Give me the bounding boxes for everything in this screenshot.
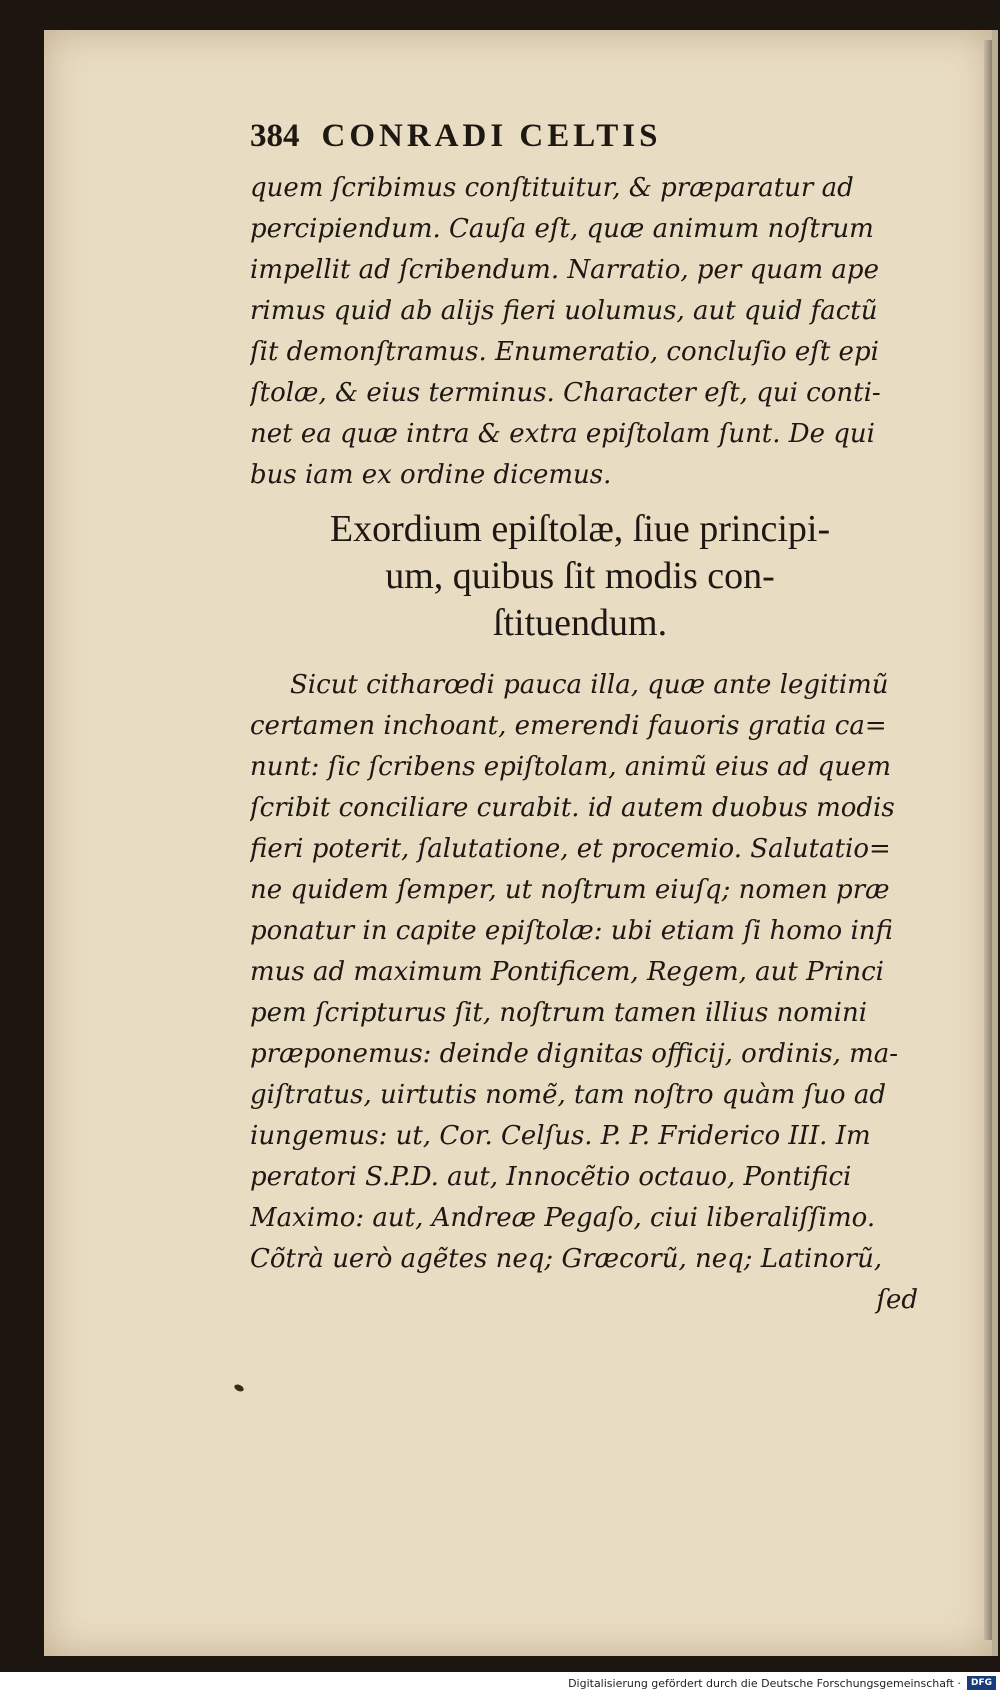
text-line: Sicut citharœdi pauca illa, quæ ante legitimũ	[290, 670, 889, 700]
text-line: Maximo: aut, Andreæ Pegaſo, ciui liberaliſſimo.	[250, 1203, 876, 1233]
ink-mark	[233, 1383, 245, 1393]
dfg-logo: DFG	[967, 1676, 996, 1690]
text-line: peratori S.P.D. aut, Innocẽtio octauo, Pontifici	[250, 1162, 852, 1192]
text-line: iungemus: ut, Cor. Celſus. P. P. Friderico III. Im	[250, 1121, 871, 1151]
heading-line: Exordium epiſtolæ, ſiue principi-	[329, 508, 831, 550]
text-line: net ea quæ intra & extra epiſtolam ſunt. De qui	[250, 419, 875, 449]
running-title: CONRADI CELTIS	[321, 118, 662, 154]
paragraph-2	[250, 665, 950, 1321]
text-line: ponatur in capite epiſtolæ: ubi etiam ſi homo infi	[250, 916, 893, 946]
text-line: ſcribit conciliare curabit. id autem duobus modis	[250, 793, 895, 823]
text-line: giſtratus, uirtutis nomẽ, tam noſtro quàm ſuo ad	[250, 1080, 886, 1110]
text-line: præponemus: deinde dignitas officij, ordinis, ma-	[250, 1039, 899, 1069]
text-line: ne quidem ſemper, ut noſtrum eiuſq; nomen præ	[250, 875, 890, 905]
heading-line: um, quibus ſit modis con-	[385, 555, 775, 597]
page-number: 384	[250, 118, 300, 154]
text-line: quem ſcribimus conſtituitur, & præparatur ad	[250, 173, 854, 203]
text-line: ſit demonſtramus. Enumeratio, concluſio eſt epi	[250, 337, 879, 367]
heading-line: ſtituendum.	[492, 602, 668, 644]
text-line: Cõtrà uerò agẽtes neq; Græcorũ, neq; Latinorũ,	[250, 1244, 883, 1274]
text-block	[250, 118, 950, 1321]
funding-credit: Digitalisierung gefördert durch die Deutsche Forschungsgemeinschaft ·	[568, 1676, 961, 1690]
text-line: bus iam ex ordine dicemus.	[250, 460, 612, 490]
footer-bar	[0, 1672, 1000, 1694]
text-line: fieri poterit, ſalutatione, et procemio. Salutatio=	[250, 834, 891, 864]
paragraph-1	[250, 168, 950, 496]
text-line: impellit ad ſcribendum. Narratio, per quam ape	[250, 255, 879, 285]
text-line: rimus quid ab alijs fieri uolumus, aut quid factũ	[250, 296, 878, 326]
text-line: pem ſcripturus ſit, noſtrum tamen illius nomini	[250, 998, 868, 1028]
text-line: ſtolæ, & eius terminus. Character eſt, qui conti-	[250, 378, 881, 408]
catchword: ſed	[876, 1285, 918, 1315]
section-heading	[250, 506, 910, 647]
page-edge	[984, 40, 992, 1640]
text-line: mus ad maximum Pontificem, Regem, aut Princi	[250, 957, 884, 987]
paragraph-gap	[250, 647, 950, 665]
text-line: certamen inchoant, emerendi fauoris gratia ca=	[250, 711, 887, 741]
text-line: nunt: ſic ſcribens epiſtolam, animũ eius ad quem	[250, 752, 891, 782]
text-line: percipiendum. Cauſa eſt, quæ animum noſtrum	[250, 214, 874, 244]
running-head	[250, 118, 950, 168]
